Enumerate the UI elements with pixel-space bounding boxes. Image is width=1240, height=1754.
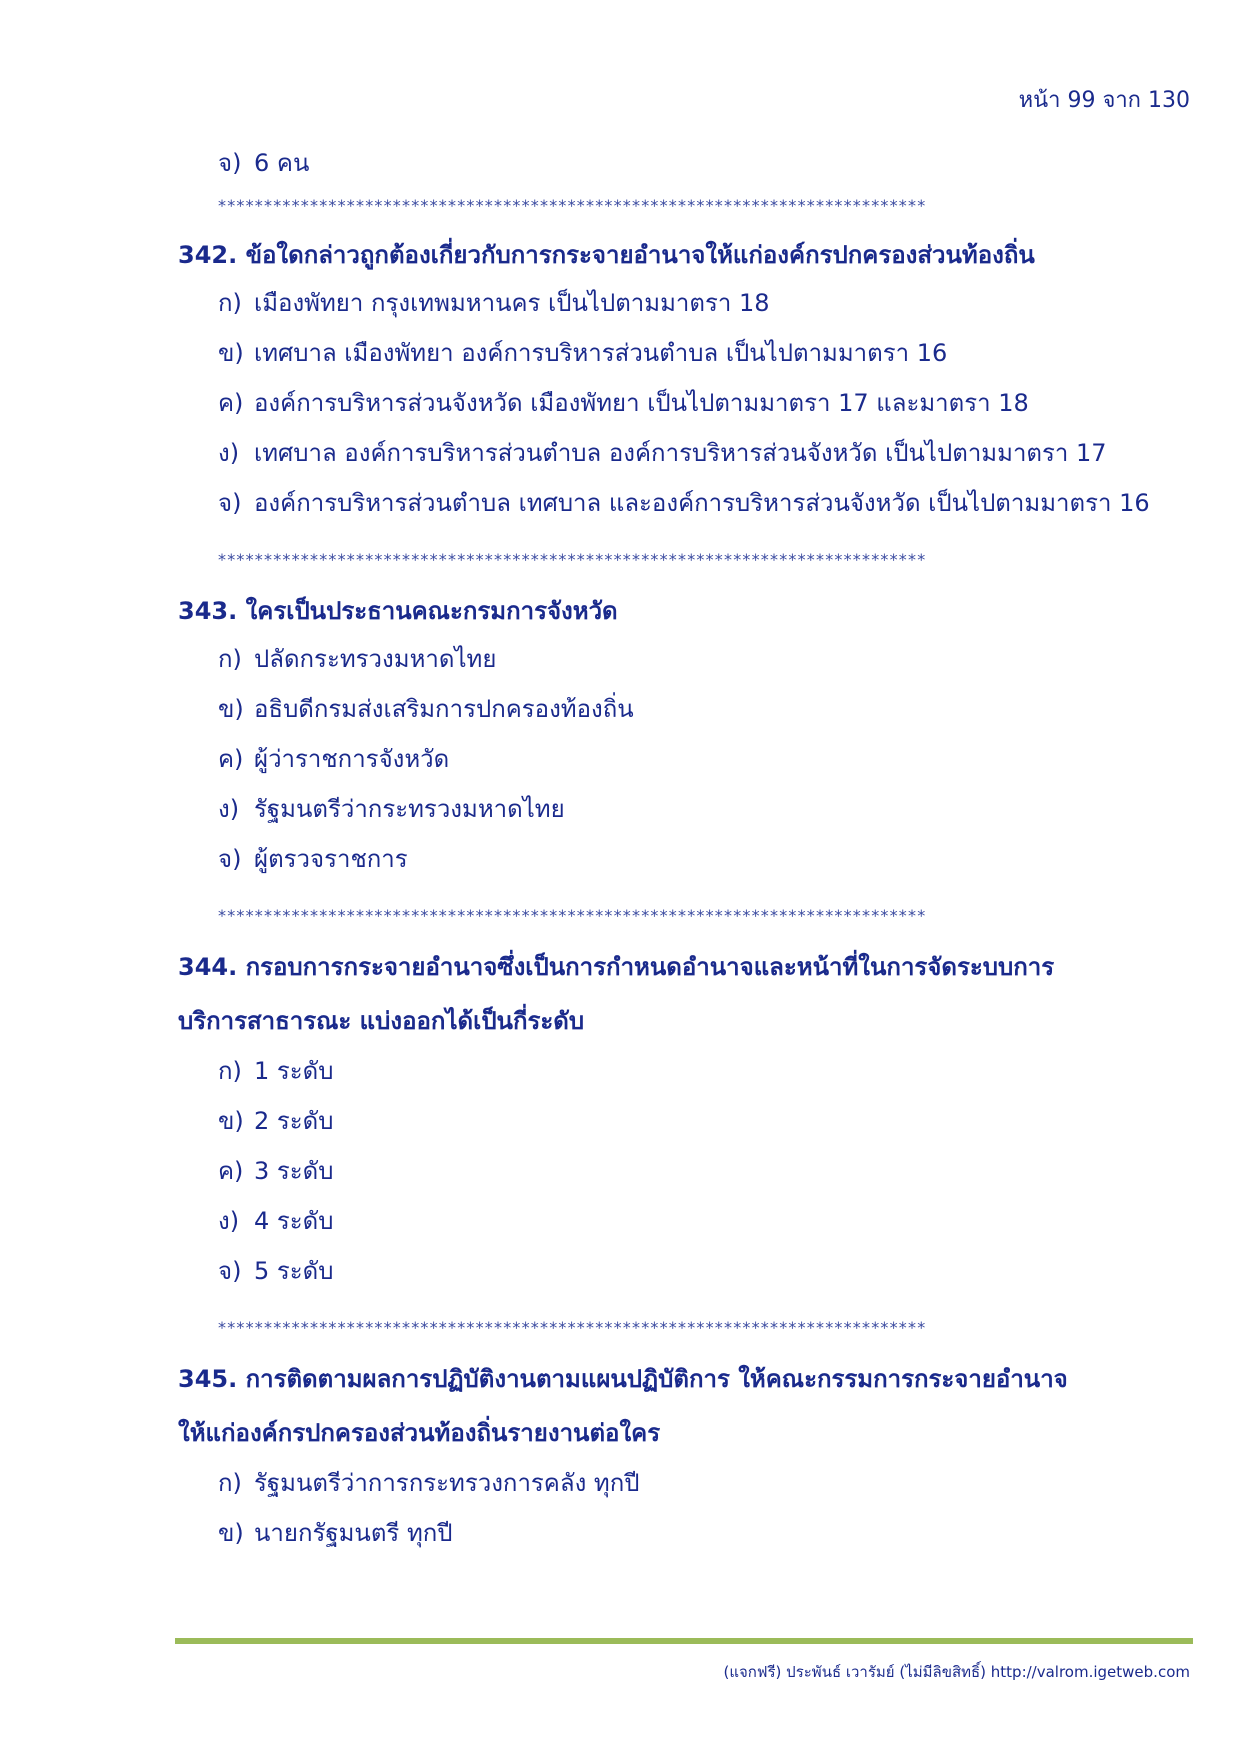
option-b: ข) เทศบาล เมืองพัทยา องค์การบริหารส่วนตำบล เป็นไปตามมาตรา 16 xyxy=(218,339,948,367)
option-b: ข) นายกรัฐมนตรี ทุกปี xyxy=(218,1519,453,1547)
footer-credit: (แจกฟรี) ประพันธ์ เวารัมย์ (ไม่มีลิขสิทธิ์) http://valrom.igetweb.com xyxy=(723,1663,1190,1681)
separator: ***************************************************************************** xyxy=(218,196,927,215)
option-e: จ) ผู้ตรวจราชการ xyxy=(218,845,408,873)
option-e: จ) 6 คน xyxy=(218,149,310,177)
question-344: 344. กรอบการกระจายอำนาจซึ่งเป็นการกำหนดอำนาจและหน้าที่ในการจัดระบบการ xyxy=(178,953,1055,981)
option-d: ง) 4 ระดับ xyxy=(218,1207,334,1235)
separator: ***************************************************************************** xyxy=(218,550,927,569)
separator: ***************************************************************************** xyxy=(218,1318,927,1337)
footer-divider xyxy=(175,1638,1193,1644)
question-344-line-2: บริการสาธารณะ แบ่งออกได้เป็นกี่ระดับ xyxy=(178,1007,585,1035)
option-c: ค) ผู้ว่าราชการจังหวัด xyxy=(218,745,450,773)
option-c: ค) 3 ระดับ xyxy=(218,1157,334,1185)
page-number: หน้า 99 จาก 130 xyxy=(1018,88,1190,113)
question-343: 343. ใครเป็นประธานคณะกรมการจังหวัด xyxy=(178,597,618,625)
question-345: 345. การติดตามผลการปฏิบัติงานตามแผนปฏิบัติการ ให้คณะกรรมการกระจายอำนาจ xyxy=(178,1365,1068,1393)
option-d: ง) รัฐมนตรีว่ากระทรวงมหาดไทย xyxy=(218,795,565,823)
separator: ***************************************************************************** xyxy=(218,906,927,925)
option-c: ค) องค์การบริหารส่วนจังหวัด เมืองพัทยา เป็นไปตามมาตรา 17 และมาตรา 18 xyxy=(218,389,1029,417)
option-e: จ) องค์การบริหารส่วนตำบล เทศบาล และองค์การบริหารส่วนจังหวัด เป็นไปตามมาตรา 16 xyxy=(218,489,1150,517)
option-a: ก) 1 ระดับ xyxy=(218,1057,334,1085)
option-e: จ) 5 ระดับ xyxy=(218,1257,334,1285)
option-d: ง) เทศบาล องค์การบริหารส่วนตำบล องค์การบริหารส่วนจังหวัด เป็นไปตามมาตรา 17 xyxy=(218,439,1107,467)
option-b: ข) 2 ระดับ xyxy=(218,1107,334,1135)
option-a: ก) ปลัดกระทรวงมหาดไทย xyxy=(218,645,497,673)
option-a: ก) รัฐมนตรีว่าการกระทรวงการคลัง ทุกปี xyxy=(218,1469,640,1497)
question-345-line-2: ให้แก่องค์กรปกครองส่วนท้องถิ่นรายงานต่อใคร xyxy=(178,1419,661,1447)
option-a: ก) เมืองพัทยา กรุงเทพมหานคร เป็นไปตามมาตรา 18 xyxy=(218,289,770,317)
option-b: ข) อธิบดีกรมส่งเสริมการปกครองท้องถิ่น xyxy=(218,695,634,723)
question-342: 342. ข้อใดกล่าวถูกต้องเกี่ยวกับการกระจายอำนาจให้แก่องค์กรปกครองส่วนท้องถิ่น xyxy=(178,241,1035,269)
